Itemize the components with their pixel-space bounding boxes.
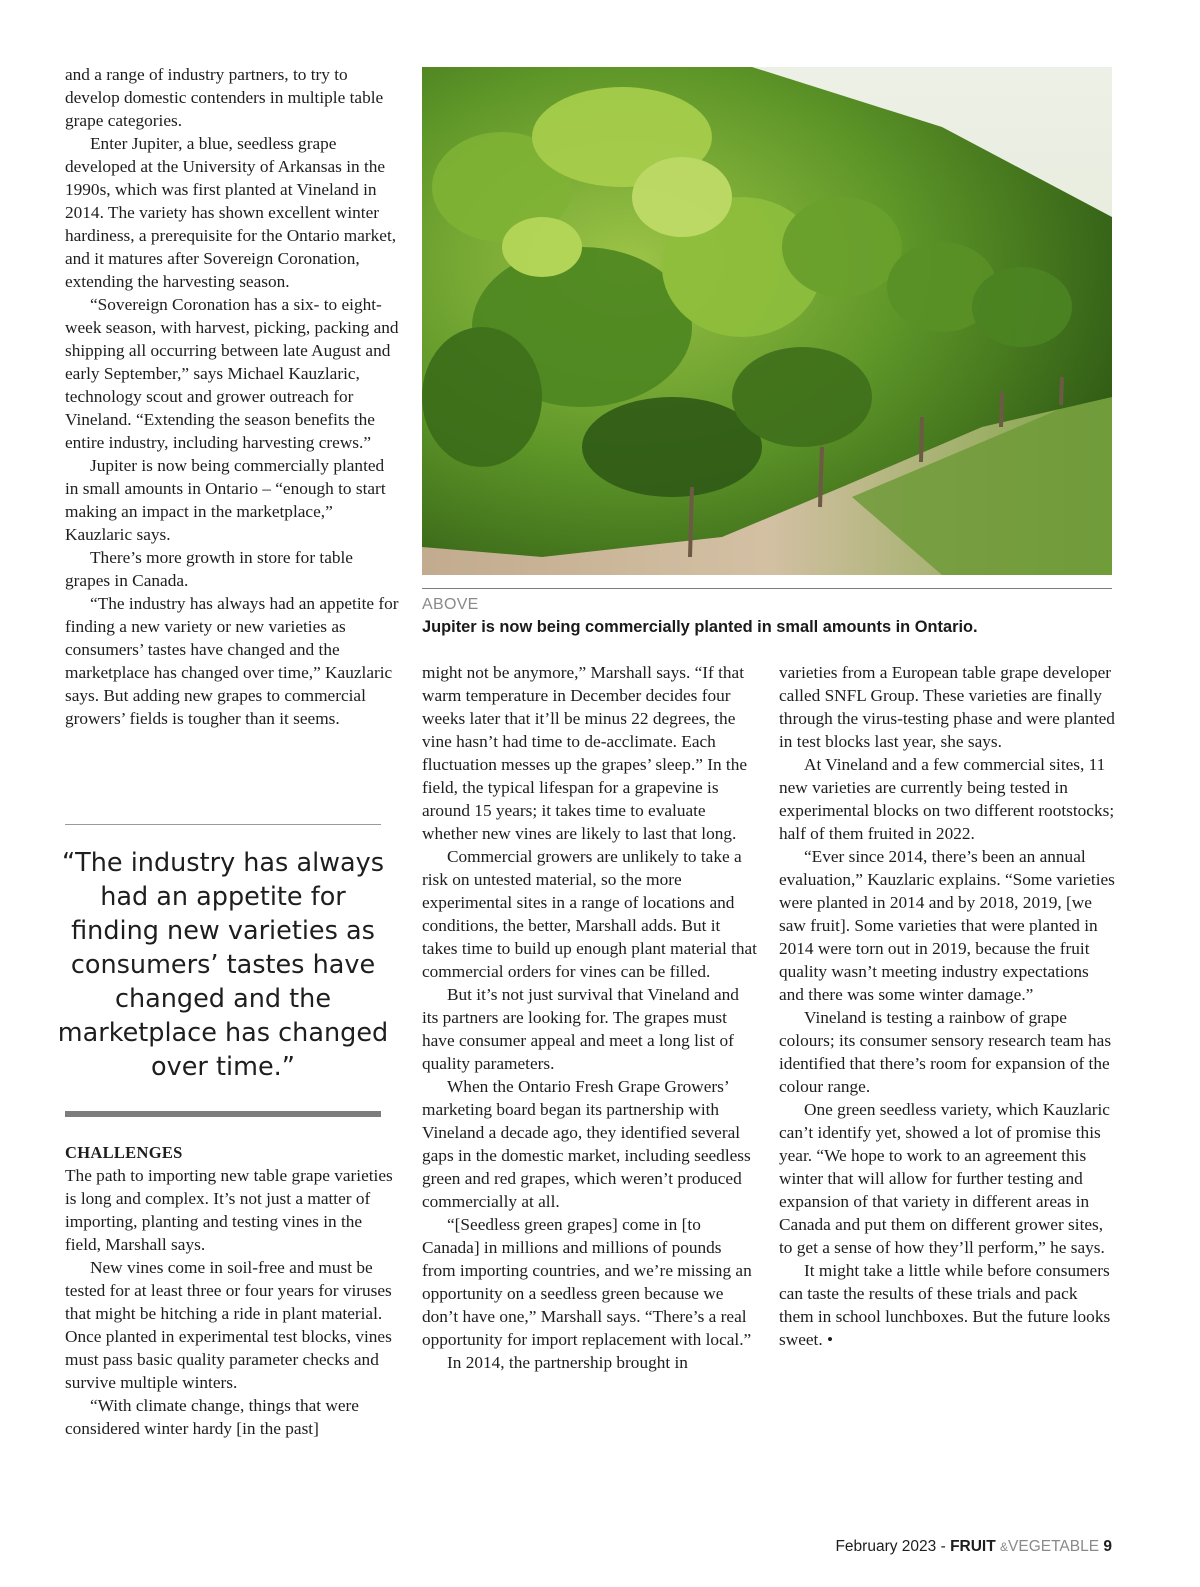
paragraph: “With climate change, things that were considered winter hardy [in the past] xyxy=(65,1396,359,1438)
photo-caption: Jupiter is now being commercially planted in small amounts in Ontario. xyxy=(422,618,978,636)
article-column-1-bottom xyxy=(65,1141,400,1440)
paragraph: Enter Jupiter, a blue, seedless grape developed at the University of Arkansas in the 1990s, which was first planted at Vineland in 2014. The variety has shown excellent winter hardiness, a prerequisite for the Ontario market, and it matures after Sovereign Coronation, extending the harvesting season. xyxy=(65,134,397,291)
caption-rule xyxy=(422,588,1112,589)
caption-label: ABOVE xyxy=(422,596,479,613)
page-number: 9 xyxy=(1103,1538,1112,1555)
footer-magazine: VEGETABLE xyxy=(1008,1538,1100,1555)
pull-quote-bottom-rule xyxy=(65,1111,381,1117)
footer-brand: FRUIT xyxy=(950,1538,996,1555)
section-heading: CHALLENGES xyxy=(65,1143,183,1162)
paragraph: and a range of industry partners, to try to develop domestic contenders in multiple table grape categories. xyxy=(65,65,384,130)
paragraph: “Sovereign Coronation has a six- to eight-week season, with harvest, picking, packing and shipping all occurring between late August and early September,” says Michael Kauzlaric, technology scout and grower outreach for Vineland. “Extending the season benefits the entire industry, including harvesting crews.” xyxy=(65,295,399,452)
paragraph: varieties from a European table grape developer called SNFL Group. These varieties are finally through the virus-testing phase and were planted in test blocks last year, she says. xyxy=(779,663,1115,751)
pull-quote: “The industry has always had an appetite for finding new varieties as consumers’ tastes have changed and the marketplace has changed over time.” xyxy=(57,848,389,1082)
paragraph: At Vineland and a few commercial sites, 11 new varieties are currently being tested in experimental blocks on two different rootstocks; half of them fruited in 2022. xyxy=(779,755,1115,843)
article-column-3 xyxy=(779,661,1115,1351)
paragraph: New vines come in soil-free and must be tested for at least three or four years for viruses that might be hitching a ride in plant material. Once planted in experimental test blocks, vines must pass basic quality parameter checks and survive multiple winters. xyxy=(65,1258,392,1392)
paragraph: There’s more growth in store for table grapes in Canada. xyxy=(65,548,353,590)
paragraph: When the Ontario Fresh Grape Growers’ marketing board began its partnership with Vineland a decade ago, they identified several gaps in the domestic market, including seedless green and red grapes, which weren’t produced commercially at all. xyxy=(422,1077,751,1211)
section-body xyxy=(65,1164,400,1440)
article-column-1-top xyxy=(65,63,400,730)
footer-ampersand: & xyxy=(1000,1540,1009,1554)
paragraph: But it’s not just survival that Vineland and its partners are looking for. The grapes must have consumer appeal and meet a long list of quality parameters. xyxy=(422,985,739,1073)
paragraph: Vineland is testing a rainbow of grape colours; its consumer sensory research team has identified that there’s room for expansion of the colour range. xyxy=(779,1008,1112,1096)
paragraph: One green seedless variety, which Kauzlaric can’t identify yet, showed a lot of promise this year. “We hope to work to an agreement this winter that will allow for further testing and expansion of that variety in different areas in Canada and put them on different grower sites, to get a sense of how they’ll perform,” he says. xyxy=(779,1100,1110,1257)
paragraph: The path to importing new table grape varieties is long and complex. It’s not just a matter of importing, planting and testing vines in the field, Marshall says. xyxy=(65,1166,393,1254)
footer-date: February 2023 - xyxy=(835,1538,951,1555)
paragraph: might not be anymore,” Marshall says. “If that warm temperature in December decides four weeks later that it’ll be minus 22 degrees, the vine hasn’t had time to de-acclimate. Each fluctuation messes up the grapes’ sleep.” In the field, the typical lifespan for a grapevine is around 15 years; it takes time to evaluate whether new vines are likely to last that long. xyxy=(422,663,748,843)
paragraph: “Ever since 2014, there’s been an annual evaluation,” Kauzlaric explains. “Some varieties were planted in 2014 and by 2018, 2019, [we saw fruit]. Some varieties that were planted in 2014 were torn out in 2019, because the fruit quality wasn’t meeting industry expectations and there was some winter damage.” xyxy=(779,847,1115,1004)
vineyard-photo xyxy=(422,67,1112,575)
paragraph: In 2014, the partnership brought in xyxy=(447,1353,688,1372)
paragraph: “[Seedless green grapes] come in [to Canada] in millions and millions of pounds from importing countries, and we’re missing an opportunity on a seedless green because we don’t have one,” Marshall says. “There’s a real opportunity for import replacement with local.” xyxy=(422,1215,752,1349)
paragraph: Commercial growers are unlikely to take a risk on untested material, so the more experimental sites in a range of locations and conditions, the better, Marshall adds. But it takes time to build up enough plant material that commercial orders for vines can be filled. xyxy=(422,847,757,981)
paragraph: Jupiter is now being commercially planted in small amounts in Ontario – “enough to start making an impact in the marketplace,” Kauzlaric says. xyxy=(65,456,386,544)
article-column-2 xyxy=(422,661,758,1374)
paragraph: “The industry has always had an appetite for finding a new variety or new varieties as consumers’ tastes have changed and the marketplace has changed over time,” Kauzlaric says. But adding new grapes to commercial growers’ fields is tougher than it seems. xyxy=(65,594,399,728)
pull-quote-top-rule xyxy=(65,824,381,825)
paragraph: It might take a little while before consumers can taste the results of these trials and pack them in school lunchboxes. But the future looks sweet. • xyxy=(779,1261,1111,1349)
page-footer xyxy=(835,1538,1112,1556)
